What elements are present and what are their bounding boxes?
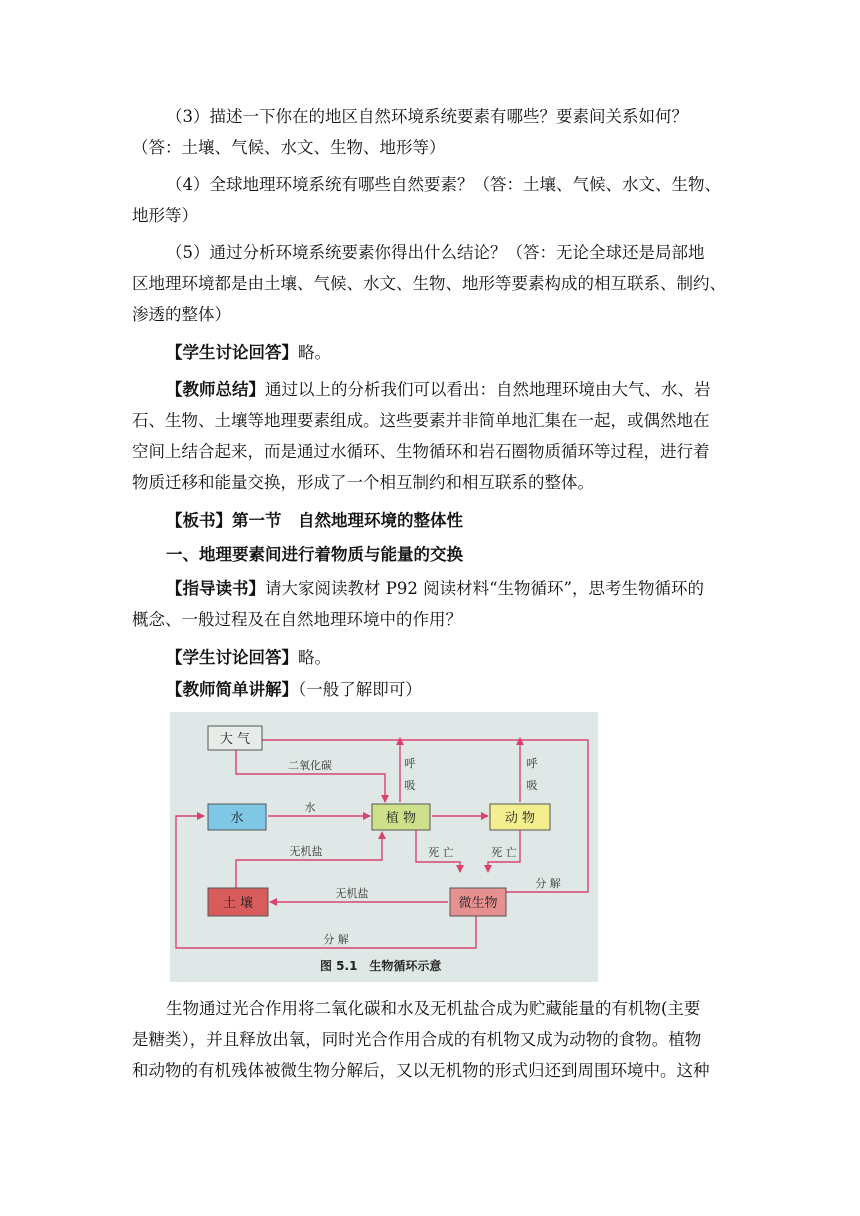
label-decompose-right: 分 解	[535, 877, 561, 890]
node-soil: 土 壤	[222, 896, 254, 911]
node-plant: 植 物	[385, 811, 417, 826]
reading-guide-text: 请大家阅读教材 P92 阅读材料“生物循环”，思考生物循环的	[265, 579, 704, 598]
arrow-co2	[236, 750, 385, 802]
student-discussion-2-text: 略。	[298, 648, 331, 667]
teacher-summary-line-2: 石、生物、土壤等地理要素组成。这些要素并非简单地汇集在一起，或偶然地在	[132, 411, 710, 430]
student-discussion-1-text: 略。	[298, 343, 331, 362]
label-co2: 二氧化碳	[288, 759, 332, 772]
teacher-lecture	[166, 677, 732, 703]
reading-guide-tag: 【指导读书】	[166, 579, 265, 598]
node-atmosphere: 大 气	[219, 732, 251, 747]
question-5-line-2: 区地理环境都是由土壤、气候、水文、生物、地形等要素构成的相互联系、制约、	[132, 274, 726, 293]
teacher-lecture-text: （一般了解即可）	[298, 680, 422, 699]
explanation-line-2: 是糖类），并且释放出氧，同时光合作用合成的有机物又成为动物的食物。植物	[132, 1030, 702, 1049]
reading-guide-line-1	[166, 576, 732, 602]
arrow-decompose-bottom	[176, 816, 476, 948]
label-death2: 死 亡	[491, 846, 517, 859]
label-inorganic-left: 无机盐	[335, 887, 369, 900]
question-5-line-1: （5）通过分析环境系统要素你得出什么结论？（答：无论全球还是局部地	[166, 243, 705, 262]
label-respire1-a: 呼	[404, 757, 416, 770]
question-5-line-3: 渗透的整体）	[132, 305, 231, 324]
teacher-summary-line-3: 空间上结合起来，而是通过水循环、生物循环和岩石圈物质循环等过程，进行着	[132, 442, 710, 461]
board-heading: 【板书】第一节 自然地理环境的整体性	[166, 511, 463, 530]
label-respire2-a: 呼	[526, 757, 538, 770]
section-heading: 一、地理要素间进行着物质与能量的交换	[166, 545, 463, 564]
node-water: 水	[230, 811, 244, 826]
label-inorganic-up: 无机盐	[289, 845, 323, 858]
teacher-summary-tag: 【教师总结】	[166, 380, 265, 399]
label-respire1-b: 吸	[404, 779, 416, 792]
label-decompose-bottom: 分 解	[323, 933, 349, 946]
teacher-summary-text: 通过以上的分析我们可以看出：自然地理环境由大气、水、岩	[265, 380, 711, 399]
teacher-summary-line-4: 物质迁移和能量交换，形成了一个相互制约和相互联系的整体。	[132, 473, 594, 492]
question-4-line-1: （4）全球地理环境系统有哪些自然要素？（答：土壤、气候、水文、生物、	[166, 175, 721, 194]
student-discussion-1-tag: 【学生讨论回答】	[166, 343, 298, 362]
bio-cycle-diagram	[170, 712, 598, 982]
node-microbe: 微生物	[458, 896, 498, 911]
arrow-inorganic-up	[236, 832, 382, 888]
reading-guide-line-2: 概念、一般过程及在自然地理环境中的作用？	[132, 610, 462, 629]
student-discussion-2-tag: 【学生讨论回答】	[166, 648, 298, 667]
question-3-line-1: （3）描述一下你在的地区自然环境系统要素有哪些？要素间关系如何？	[166, 107, 688, 126]
question-3-line-2: （答：土壤、气候、水文、生物、地形等）	[132, 138, 446, 157]
label-respire2-b: 吸	[526, 779, 538, 792]
teacher-summary-line-1	[166, 377, 732, 403]
label-death1: 死 亡	[428, 846, 454, 859]
question-4-line-2: 地形等）	[132, 206, 198, 225]
label-water-flow: 水	[304, 801, 316, 814]
explanation-line-1: 生物通过光合作用将二氧化碳和水及无机盐合成为贮藏能量的有机物(主要	[166, 999, 701, 1018]
bio-cycle-svg	[170, 712, 598, 982]
teacher-lecture-tag: 【教师简单讲解】	[166, 680, 298, 699]
explanation-line-3: 和动物的有机残体被微生物分解后，又以无机物的形式归还到周围环境中。这种	[132, 1061, 710, 1080]
node-animal: 动 物	[504, 811, 536, 826]
student-discussion-1	[166, 340, 732, 366]
student-discussion-2	[166, 645, 732, 671]
diagram-caption: 图 5.1 生物循环示意	[320, 959, 442, 973]
